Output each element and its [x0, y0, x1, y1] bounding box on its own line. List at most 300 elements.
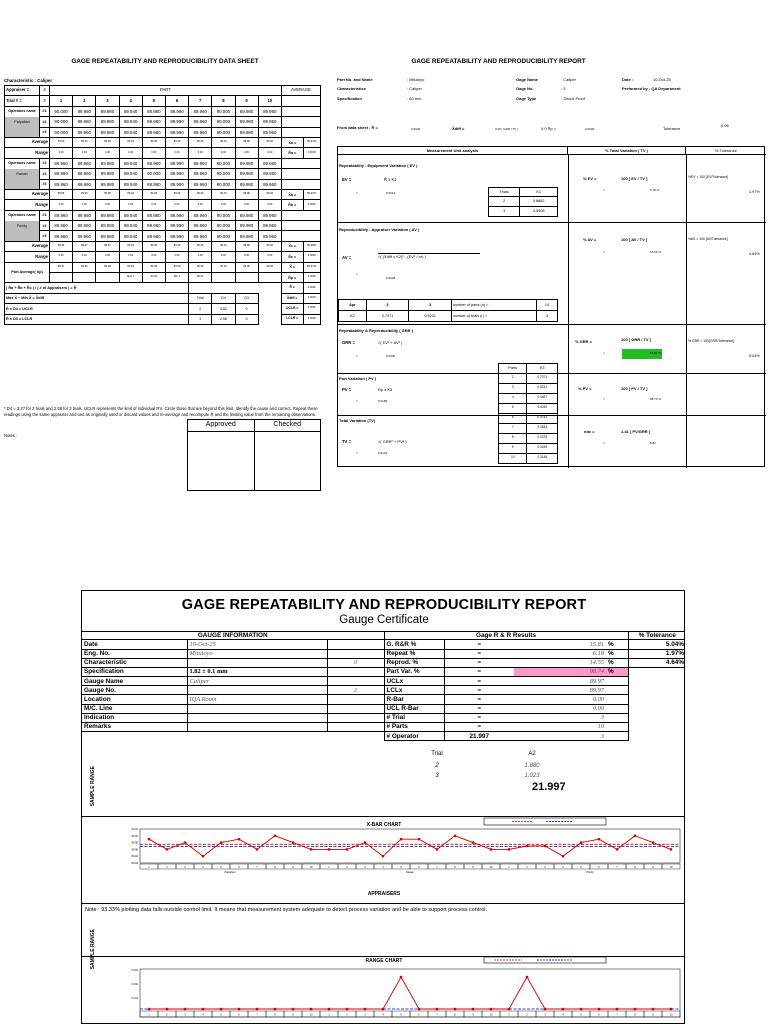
- range-x-tick-label: 9: [292, 1013, 294, 1017]
- range-row-cell: 0.00: [50, 148, 73, 158]
- x-tick-label: 5: [580, 866, 582, 869]
- x-tick-label: 9: [292, 866, 294, 869]
- part-average-cell: 89.96: [73, 262, 96, 272]
- xbar-point: [202, 855, 204, 857]
- part-average-cell: 89.98: [235, 262, 258, 272]
- range-x-tick-label: 5: [400, 1013, 402, 1017]
- range-point: [598, 1008, 600, 1010]
- k1-table: Trials K1 2 0.8862 3 0.5908: [488, 187, 558, 217]
- average-row-cell: 89.94: [119, 189, 142, 199]
- measurement-cell[interactable]: 90.000: [212, 106, 235, 116]
- part-average-cell: 89.94: [119, 262, 142, 272]
- xbar-point: [328, 848, 330, 850]
- range-x-tick-label: 1: [148, 1013, 150, 1017]
- info-value[interactable]: [187, 658, 327, 667]
- range-point: [310, 1008, 312, 1010]
- result-value: 89.97: [514, 677, 606, 686]
- average-row-summary-label: X̄a =: [281, 137, 303, 147]
- range-row-cell: 0.00: [50, 200, 73, 210]
- xbar-point: [400, 838, 402, 840]
- part-number-header: 2: [73, 96, 96, 106]
- measurement-cell[interactable]: 89.960: [258, 106, 281, 116]
- measurement-cell[interactable]: 89.980: [142, 106, 165, 116]
- measurement-cell[interactable]: 90.000: [212, 179, 235, 189]
- range-point: [436, 1008, 438, 1010]
- measurement-cell[interactable]: 89.940: [119, 210, 142, 220]
- measurement-cell[interactable]: 89.980: [235, 169, 258, 179]
- measurement-cell[interactable]: 89.960: [73, 179, 96, 189]
- average-row-cell: 89.96: [258, 137, 281, 147]
- measurement-cell[interactable]: 89.940: [119, 169, 142, 179]
- measurement-cell[interactable]: 89.980: [96, 127, 119, 137]
- measurement-cell[interactable]: 89.960: [189, 210, 212, 220]
- range-x-tick-label: 7: [256, 1013, 258, 1017]
- approved-label: Approved: [188, 420, 255, 432]
- range-x-tick-label: 2: [346, 1013, 348, 1017]
- part-number-header: 1: [50, 96, 73, 106]
- measurement-cell[interactable]: 89.940: [119, 117, 142, 127]
- k3-table: Parts K3 2 0.7071 3 0.5231 4 0.4467 5 0.4030 6 0.3742 7 0.3534 8 0.3375 9 0.3249 10 0.3146: [498, 363, 558, 464]
- range-row-cell: 0.00: [96, 148, 119, 158]
- info-label: Indication: [82, 713, 187, 722]
- measurement-cell[interactable]: 89.980: [235, 221, 258, 231]
- range-row-cell: 0.00: [189, 148, 212, 158]
- range-x-tick-label: 2: [526, 1013, 528, 1017]
- x-tick-label: 3: [364, 866, 366, 869]
- result-label: # Trial: [384, 713, 444, 722]
- measurement-cell[interactable]: 89.980: [96, 117, 119, 127]
- measurement-cell[interactable]: 89.980: [235, 127, 258, 137]
- y-tick-label: 90.02: [131, 828, 138, 831]
- range-row-cell: 0.00: [50, 252, 73, 262]
- approved-signature[interactable]: [188, 432, 255, 491]
- range-row-cell: 0.00: [142, 252, 165, 262]
- x-tick-label: 1: [328, 866, 330, 869]
- measurement-cell[interactable]: 89.960: [189, 117, 212, 127]
- part-number-header: 8: [212, 96, 235, 106]
- info-label: Date: [82, 640, 187, 649]
- range-row-cell: 0.00: [142, 148, 165, 158]
- result-label: Reprod. %: [384, 658, 444, 667]
- range-row-cell: 0.00: [119, 200, 142, 210]
- result-value: 3: [514, 732, 606, 741]
- result-value: 3: [514, 713, 606, 722]
- range-row-summary-label: R̄b =: [281, 200, 303, 210]
- range-point: [148, 1008, 150, 1010]
- measurement-cell[interactable]: 89.980: [96, 106, 119, 116]
- part-average-cell: 89.99: [165, 262, 188, 272]
- info-value[interactable]: 10-Oct-25: [187, 640, 327, 649]
- measurement-cell[interactable]: 89.960: [189, 221, 212, 231]
- measurement-cell[interactable]: 90.000: [212, 169, 235, 179]
- xbar-point: [562, 855, 564, 857]
- measurement-cell[interactable]: 89.980: [142, 179, 165, 189]
- measurement-cell[interactable]: 89.990: [165, 117, 188, 127]
- xbar-point: [382, 855, 384, 857]
- range-x-tick-label: 1: [328, 1013, 330, 1017]
- average-row-cell: 90.00: [50, 137, 73, 147]
- measurement-cell[interactable]: 89.940: [119, 127, 142, 137]
- range-point: [634, 1008, 636, 1010]
- range-point: [670, 1008, 672, 1010]
- measurement-cell[interactable]: 89.960: [50, 179, 73, 189]
- range-x-tick-label: 9: [472, 1013, 474, 1017]
- measurement-cell[interactable]: 89.960: [258, 158, 281, 168]
- part-average-cell: 89.97: [50, 262, 73, 272]
- average-row-label: Average: [5, 241, 50, 251]
- range-point: [202, 1008, 204, 1010]
- range-row-cell: 0.00: [235, 252, 258, 262]
- measurement-cell[interactable]: 89.990: [165, 210, 188, 220]
- average-row-label: Average: [5, 137, 50, 147]
- average-row-cell: 90.00: [212, 137, 235, 147]
- info-value[interactable]: IQA Room: [187, 695, 327, 704]
- average-row-cell: 89.96: [50, 241, 73, 251]
- measurement-cell[interactable]: 89.960: [189, 127, 212, 137]
- range-point: [418, 1008, 420, 1010]
- range-row-cell: 0.00: [96, 200, 119, 210]
- average-row-cell: 89.96: [50, 189, 73, 199]
- measurement-cell[interactable]: 89.990: [165, 127, 188, 137]
- xbar-point: [508, 848, 510, 850]
- checked-label: Checked: [254, 420, 321, 432]
- xbar-point: [256, 848, 258, 850]
- measurement-cell[interactable]: 89.960: [50, 221, 73, 231]
- measurement-cell[interactable]: 89.960: [189, 179, 212, 189]
- appraiser-value: 3: [40, 86, 50, 96]
- measurement-cell[interactable]: 89.980: [142, 117, 165, 127]
- range-row-cell: 0.00: [258, 148, 281, 158]
- measurement-cell[interactable]: 89.960: [258, 231, 281, 241]
- range-row-cell: 0.00: [189, 200, 212, 210]
- range-row-cell: 0.00: [235, 148, 258, 158]
- y-tick-label: 89.94: [131, 855, 138, 859]
- measurement-cell[interactable]: 89.980: [142, 127, 165, 137]
- measurement-cell[interactable]: 89.940: [119, 231, 142, 241]
- range-x-tick-label: 6: [598, 1013, 600, 1017]
- range-point: [580, 1008, 582, 1010]
- range-row-cell: 0.00: [189, 252, 212, 262]
- range-point: [472, 1008, 474, 1010]
- result-label: # Operator: [384, 732, 444, 741]
- xbar-point: [148, 838, 150, 840]
- measurement-cell[interactable]: 90.000: [212, 210, 235, 220]
- measurement-cell[interactable]: 89.960: [50, 158, 73, 168]
- average-header: AVERAGE: [281, 86, 320, 96]
- range-point: [526, 976, 528, 978]
- x-tick-label: 9: [652, 866, 654, 869]
- range-row-cell: 0.00: [258, 200, 281, 210]
- range-point: [346, 1008, 348, 1010]
- footnote: * D4 = 3.27 for 2 trials and 2.58 for 3 trials. UCLR represents the limit of individual R's. Circle those that are beyond this limit. Identify the cause and correct. Repeat these readings using the same appraiser and unit as originally used or discard values and re-average and recompute R̄ and the limiting value from the remaining observations.: [4, 406, 318, 417]
- range-x-tick-label: 7: [616, 1013, 618, 1017]
- formula-label: R̄ x D3 = LCLR: [5, 314, 189, 324]
- range-x-tick-label: 2: [166, 1013, 168, 1017]
- average-row-cell: 89.99: [165, 189, 188, 199]
- part-header: PART: [50, 86, 282, 96]
- measurement-cell[interactable]: 89.980: [142, 210, 165, 220]
- info-value[interactable]: [187, 723, 327, 732]
- certificate-table: GAUGE INFORMATION Gage R & R Results % Tolerance Date 10-Oct-25 G. R&R % = 15.81 % 5.04% Eng. No. Mitutoyo Repeat % = 6.18 % 1.97% Characteristic 0 Reprod. % = 14.55 % 4.64% Specification 1.82 ± 0.1 mm Part Var. % = 98.74 % Gauge Name Caliper UCLx = 89.97 Gauge No. 2 LCLx = 89.97 Location IQA Room R-Bar = 0.00 M/C. Line UCL R-Bar = 0.00 Indication # Trial = 3 Remarks # Parts = 10 # Operator 21.997 3: [84, 632, 684, 740]
- range-row-summary-value: 0.0000: [303, 148, 320, 158]
- operators-label: Operators name: [5, 158, 40, 168]
- x-tick-label: 4: [202, 866, 204, 869]
- range-point: [364, 1008, 366, 1010]
- range-point: [652, 1008, 654, 1010]
- measurement-cell[interactable]: 89.980: [235, 117, 258, 127]
- range-row-summary-label: R̄a =: [281, 148, 303, 158]
- measurement-cell[interactable]: 89.980: [142, 158, 165, 168]
- measurement-cell[interactable]: 90.000: [212, 158, 235, 168]
- average-row-label: Average: [5, 189, 50, 199]
- formula-label: Max X̄ − Min X̄ = X̄diff: [5, 293, 189, 303]
- range-x-tick-label: 8: [274, 1013, 276, 1017]
- x-tick-label: 4: [382, 866, 384, 869]
- measurement-cell[interactable]: 89.960: [258, 210, 281, 220]
- measurement-cell[interactable]: 89.940: [119, 106, 142, 116]
- trial-value: 3: [40, 96, 50, 106]
- range-row-label: Range: [5, 252, 50, 262]
- measurement-cell[interactable]: 89.960: [73, 169, 96, 179]
- measurement-cell[interactable]: 89.960: [258, 127, 281, 137]
- x-tick-label: 8: [454, 866, 456, 869]
- formula-label: ( R̄a + R̄b + R̄c ) / ( # of Appraisers ) = R̄: [5, 283, 189, 293]
- part-average-cell: 90.00: [212, 262, 235, 272]
- measurement-cell[interactable]: 89.960: [73, 231, 96, 241]
- range-point: [274, 1008, 276, 1010]
- average-row-cell: 89.96: [258, 189, 281, 199]
- measurement-cell[interactable]: 89.960: [73, 210, 96, 220]
- info-value[interactable]: [187, 704, 327, 713]
- info-value[interactable]: [187, 713, 327, 722]
- operators-label: Operators name: [5, 106, 40, 116]
- xbar-point: [274, 835, 276, 837]
- part-average-cell: 89.96: [258, 262, 281, 272]
- range-x-tick-label: 10: [489, 1013, 493, 1017]
- measurement-cell[interactable]: 90.000: [50, 106, 73, 116]
- range-row-cell: 0.02: [73, 252, 96, 262]
- measurement-cell[interactable]: 89.980: [235, 179, 258, 189]
- result-label: Part Var. %: [384, 667, 444, 676]
- measurement-cell[interactable]: 89.960: [258, 179, 281, 189]
- measurement-cell[interactable]: 89.980: [96, 221, 119, 231]
- x-tick-label: 7: [256, 866, 258, 869]
- measurement-cell[interactable]: 90.000: [212, 117, 235, 127]
- measurement-cell[interactable]: 89.980: [96, 231, 119, 241]
- measurement-cell[interactable]: 89.960: [50, 231, 73, 241]
- measurement-cell[interactable]: 89.980: [96, 179, 119, 189]
- xbar-point: [310, 848, 312, 850]
- range-row-cell: 0.00: [235, 200, 258, 210]
- certificate: GAGE REPEATABILITY AND REPRODUCIBILITY REPORT Gauge Certificate GAUGE INFORMATION Gage R & R Results % Tolerance Date 10-Oct-25 G. R&R % = 15.81 % 5.04% Eng. No. Mitutoyo Repeat % = 6.18 % 1.97% Characteristic 0 Reprod. % = 14.55 % 4.64% Specification 1.82 ± 0.1 mm Part Var. % = 98.74 % Gauge Name Caliper UCLx = 89.97 Gauge No. 2 LCLx = 89.97 Location IQA Room R-Bar = 0.00 M/C. Line UCL R-Bar = 0.00 Indication # Trial = 3 Remarks # Parts = 10 # Operator 21.997 3 Trial A2 2 1.880 3 1.023 21.997 SAMPLE RANGE X-BAR CHART 90.02 90.00 89.98 89.96 89.94 89.92 1 2 3 4 5 6 7 8 9 10 1 2 3 4 5 6 7 8 9 10 1 2 3 4 5 6 7 8 9 10 Patpahan Rawan Pondy APPRAISERS Note : 93.33% plotting data falls outside control limit. It means that measurement system adequate to detect process variation and be able to support process control. SAMPLE RANGE RANGE CHART 0.003 0.002 0.001 1 2 3 4 5 6 7 8 9 10 1 2 3 4 5 6 7 8 9 10 1 2 3 4 5 6 7 8 9 10: [81, 590, 685, 1024]
- range-row-label: Range: [5, 148, 50, 158]
- trial-number: #2: [40, 221, 50, 231]
- measurement-cell[interactable]: 89.960: [189, 158, 212, 168]
- part-number-header: 6: [165, 96, 188, 106]
- range-point: [238, 1008, 240, 1010]
- result-value: 6.18: [514, 649, 606, 658]
- range-x-tick-label: 8: [454, 1013, 456, 1017]
- operators-label: Operators name: [5, 210, 40, 220]
- datasheet-table: Appraiser = 3 PART AVERAGE Trial # = 3 1 2 3 4 5 6 7 8 9 10 Operators name #1 90.000 89.960 89.980 89.940 89.980 89.990 89.960 90.000 89.980 89.960 Patpahan #2 90.000 89.960 89.980 89.940 89.980 89.990 89.960 90.000 89.980 89.960 #3 90.000 89.960 89.980 89.940 89.980 89.990 89.960 90.000 89.980 89.960 Average 90.00 89.96 89.98 89.94 89.98 89.99 89.96 90.00 89.98 89.96 X̄a = 89.9720 Range 0.00 0.00 0.00 0.00 0.00 0.00 0.00 0.00 0.00 0.00 R̄a = 0.0000 Operators name #1 89.960 89.960 89.980 89.940 89.980 89.990 89.960 90.000 89.980 89.960 Rawan #2 89.960 89.960 89.980 89.940 90.000 89.990 89.960 90.000 89.980 89.960 #3 89.960 89.960 89.980 89.940 89.980 89.990 89.960 90.000 89.980 89.960 Average 89.96 89.96 89.98 89.94 89.99 89.99 89.96 90.00 89.98 89.96 X̄b = 89.9707 Range 0.00 0.00 0.00 0.00 0.02 0.00 0.00 0.00 0.00 0.00 R̄b = 0.0020 Operators name #1 89.960 89.960 89.980 89.940 89.980 89.990 89.960 90.000 89.980 89.960 Pondy #2 89.960 89.960 89.980 89.940 89.980 89.990 89.960 90.000 89.980 89.960 #3 89.960 89.960 89.980 89.940 89.980 89.990 89.960 90.000 89.980 89.960 Average 89.96 89.97 89.97 89.94 89.98 89.99 89.96 90.00 89.98 89.96 X̄c = 89.9687 Range 0.00 0.02 0.00 0.00 0.00 0.00 0.00 0.00 0.00 0.00 R̄c = 0.0040 Part Average( Xp) 89.97 89.96 89.98 89.94 89.98 89.99 89.96 90.00 89.98 89.96 X̿ = 89.9711 Max 1 90.00 Min 1 89.94 R̄p = 0.0600 ( R̄a + R̄b + R̄c ) / ( # of Appraisers ) = R̄ R̄ = 0.0020 Max X̄ − Min X̄ = X̄diff Trial D4 D3 X̄diff = 0.0033 R̄ x D4 = UCLR 2 3.82 0 UCLR = 0.0052 R̄ x D3 = LCLR 3 2.58 0 LCLR = 0.0000: [4, 85, 321, 325]
- measurement-cell[interactable]: 89.940: [119, 179, 142, 189]
- measurement-cell[interactable]: 89.980: [142, 231, 165, 241]
- measurement-cell[interactable]: 90.000: [212, 127, 235, 137]
- measurement-cell[interactable]: 89.990: [165, 158, 188, 168]
- measurement-cell[interactable]: 89.960: [189, 169, 212, 179]
- operator-name: Rawan: [5, 169, 40, 179]
- range-point: [562, 1008, 564, 1010]
- average-row-cell: 89.99: [165, 137, 188, 147]
- average-row-cell: 89.96: [73, 137, 96, 147]
- result-value: 0.00: [514, 704, 606, 713]
- average-row-cell: 89.97: [96, 241, 119, 251]
- measurement-cell[interactable]: 89.960: [258, 117, 281, 127]
- x-tick-label: 10: [309, 866, 313, 869]
- xbar-point: [346, 848, 348, 850]
- measurement-cell[interactable]: 89.980: [235, 158, 258, 168]
- average-row-summary-label: X̄b =: [281, 189, 303, 199]
- measurement-cell[interactable]: 89.960: [258, 221, 281, 231]
- info-value[interactable]: [187, 686, 327, 695]
- k2-table: Apr 2 3 number of parts (n) = 10 K2 0.7071 0.5231 number of trials (r) = 3: [338, 299, 558, 322]
- operator-name: Pondy: [5, 221, 40, 231]
- measurement-cell[interactable]: 89.980: [142, 221, 165, 231]
- result-value: 10: [514, 723, 606, 732]
- xbar-chart: [82, 817, 685, 903]
- part-number-header: 5: [142, 96, 165, 106]
- range-x-tick-label: 3: [364, 1013, 366, 1017]
- info-value[interactable]: 1.82 ± 0.1 mm: [187, 667, 327, 676]
- appraiser-name: Pondy: [586, 871, 594, 874]
- measurement-cell[interactable]: 89.960: [73, 158, 96, 168]
- range-row-cell: 0.00: [119, 252, 142, 262]
- info-value[interactable]: Caliper: [187, 677, 327, 686]
- measurement-cell[interactable]: 89.990: [165, 106, 188, 116]
- range-row-cell: 0.00: [73, 148, 96, 158]
- average-row-summary-label: X̄c =: [281, 241, 303, 251]
- xbar-point: [220, 841, 222, 843]
- measurement-cell[interactable]: 90.000: [50, 127, 73, 137]
- x-tick-label: 8: [634, 866, 636, 869]
- range-row-cell: 0.00: [73, 200, 96, 210]
- range-x-tick-label: 3: [544, 1013, 546, 1017]
- x-tick-label: 9: [472, 866, 474, 869]
- checked-signature[interactable]: [254, 432, 321, 491]
- range-chart-title: RANGE CHART: [365, 958, 403, 964]
- measurement-cell[interactable]: 90.000: [212, 231, 235, 241]
- sample-range-label: SAMPLE RANGE: [90, 766, 96, 807]
- measurement-cell[interactable]: 89.990: [165, 169, 188, 179]
- range-x-tick-label: 9: [652, 1013, 654, 1017]
- trial-number: #1: [40, 158, 50, 168]
- measurement-cell[interactable]: 89.960: [50, 210, 73, 220]
- appraiser-name: Patpahan: [224, 871, 236, 874]
- part-average-cell: 89.98: [96, 262, 119, 272]
- range-point: [184, 1008, 186, 1010]
- range-y-tick: 0.001: [131, 997, 138, 1000]
- x-tick-label: 1: [148, 866, 150, 869]
- average-row-cell: 89.97: [73, 241, 96, 251]
- appraiser-label: Appraiser =: [5, 86, 40, 96]
- measurement-cell[interactable]: 89.980: [96, 158, 119, 168]
- range-row-cell: 0.00: [96, 252, 119, 262]
- operator-name: Patpahan: [5, 117, 40, 127]
- range-y-tick: 0.003: [131, 969, 138, 972]
- y-tick-label: 89.92: [131, 862, 138, 865]
- range-x-tick-label: 5: [580, 1013, 582, 1017]
- measurement-cell[interactable]: 89.960: [73, 127, 96, 137]
- measurement-cell[interactable]: 90.000: [50, 117, 73, 127]
- average-row-cell: 89.98: [96, 137, 119, 147]
- x-tick-label: 2: [346, 866, 348, 869]
- result-value: 98.74: [514, 667, 606, 676]
- measurement-cell[interactable]: 90.000: [142, 169, 165, 179]
- measurement-cell[interactable]: 89.960: [73, 117, 96, 127]
- measurement-cell[interactable]: 89.940: [119, 158, 142, 168]
- xbar-point: [670, 848, 672, 850]
- x-tick-label: 6: [238, 866, 240, 869]
- average-row-cell: 89.98: [235, 137, 258, 147]
- x-tick-label: 7: [616, 866, 618, 869]
- info-label: Gauge Name: [82, 677, 187, 686]
- average-row-cell: 89.99: [165, 241, 188, 251]
- info-label: Gauge No.: [82, 686, 187, 695]
- measurement-cell[interactable]: 89.980: [96, 169, 119, 179]
- measurement-cell[interactable]: 89.990: [165, 221, 188, 231]
- average-row-cell: 89.96: [189, 137, 212, 147]
- xbar-chart-title: X-BAR CHART: [366, 822, 402, 828]
- measurement-cell[interactable]: 89.990: [165, 231, 188, 241]
- measurement-cell[interactable]: 89.960: [73, 106, 96, 116]
- measurement-cell[interactable]: 89.980: [235, 231, 258, 241]
- trial-number: #2: [40, 169, 50, 179]
- measurement-cell[interactable]: 89.980: [96, 210, 119, 220]
- measurement-cell[interactable]: 89.960: [73, 221, 96, 231]
- trial-number: #1: [40, 210, 50, 220]
- measurement-cell[interactable]: 89.980: [235, 106, 258, 116]
- range-row-cell: 0.00: [212, 252, 235, 262]
- x-tick-label: 4: [562, 866, 564, 869]
- part-average-cell: 89.98: [142, 262, 165, 272]
- result-label: UCL R-Bar: [384, 704, 444, 713]
- range-x-tick-label: 7: [436, 1013, 438, 1017]
- y-tick-label: 90.00: [131, 834, 138, 838]
- average-row-cell: 89.96: [189, 189, 212, 199]
- range-y-tick: 0.002: [131, 983, 138, 986]
- report-title: GAGE REPEATABILITY AND REPRODUCIBILITY REPORT: [411, 58, 586, 65]
- result-value: 15.81: [514, 640, 606, 649]
- range-x-tick-label: 6: [418, 1013, 420, 1017]
- appraiser-name: Rawan: [405, 871, 415, 874]
- range-point: [256, 1008, 258, 1010]
- xbar-point: [454, 835, 456, 837]
- measurement-cell[interactable]: 90.000: [212, 221, 235, 231]
- measurement-cell[interactable]: 89.960: [189, 231, 212, 241]
- measurement-cell[interactable]: 89.960: [189, 106, 212, 116]
- average-row-cell: 89.96: [73, 189, 96, 199]
- average-row-cell: 89.99: [142, 189, 165, 199]
- range-row-label: Range: [5, 200, 50, 210]
- measurement-cell[interactable]: 89.990: [165, 179, 188, 189]
- measurement-cell[interactable]: 89.980: [235, 210, 258, 220]
- measurement-cell[interactable]: 89.940: [119, 221, 142, 231]
- range-point: [292, 1008, 294, 1010]
- datasheet-title: GAGE REPEATABILITY AND REPRODUCIBILITY DATA SHEET: [71, 58, 259, 65]
- measurement-cell[interactable]: 89.960: [50, 169, 73, 179]
- info-value[interactable]: Mitutoyo: [187, 649, 327, 658]
- measurement-cell[interactable]: 89.960: [258, 169, 281, 179]
